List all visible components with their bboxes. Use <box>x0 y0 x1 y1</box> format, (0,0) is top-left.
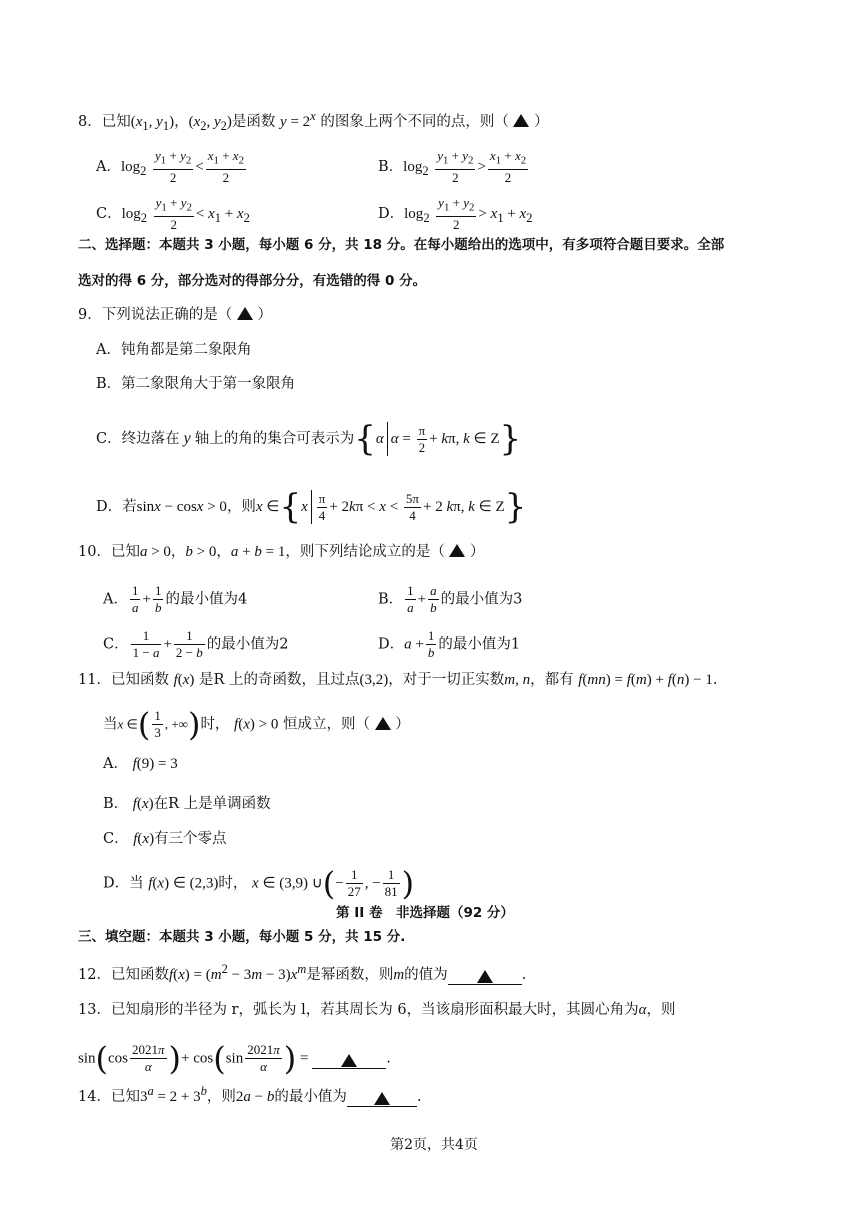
option-label: A． <box>103 756 128 772</box>
q11-option-b: B． f(x)在R 上是单调函数 <box>103 796 271 812</box>
question-11-stem: 11．已知函数 f(x) 是R 上的奇函数，且过点(3,2)，对于一切正实数m, n，都有 f(mn) = f(m) + f(n) − 1. <box>78 672 718 688</box>
q8-option-c: C．$\log_2$ $\frac{y_1 + y_2}{2}$ < $x_1 + x_2$ <box>96 195 250 232</box>
question-12: 12．已知函数$f(x) = (m^2 - 3m - 3)x^m$是幂函数，则m的值为 . <box>78 962 527 983</box>
option-label: D． <box>378 636 405 653</box>
q10-text-1: 10．已知 <box>78 544 140 560</box>
q9-d-text2: ，则 <box>226 499 256 515</box>
q9-option-d: D．若sinx − cosx > 0，则x ∈{x $\frac{\pi}{4}$ + 2kπ < x < $\frac{5\pi}{4}$ + 2 kπ, k ∈ Z} <box>96 487 527 527</box>
q8-point-2: ($x_2$, $y_2$) <box>188 114 232 133</box>
q11-text-6: 时， <box>200 716 230 733</box>
q13-end: . <box>386 1050 391 1067</box>
q9-text: 9．下列说法正确的是（ <box>78 307 233 323</box>
option-label: C． <box>96 205 122 222</box>
q11-text-4: ，都有 <box>530 672 574 688</box>
answer-triangle-icon <box>513 114 529 127</box>
q9-option-c: C．终边落在 y 轴上的角的集合可表示为{α α = $\frac{\pi}{2}$ + kπ, k ∈ Z} <box>96 419 522 459</box>
section-3-heading: 三、填空题：本题共 3 小题，每小题 5 分，共 15 分. <box>78 929 406 945</box>
q8-text-2: 是函数 <box>231 114 276 130</box>
question-13: 13．已知扇形的半径为 r，弧长为 l，若其周长为 6，当该扇形面积最大时，其圆心角为α，则 <box>78 1002 676 1018</box>
q10-d-tail: 的最小值为1 <box>438 636 521 653</box>
q11-text-5: 当 <box>103 716 118 733</box>
answer-triangle-icon <box>449 544 465 557</box>
q11-text-7: 恒成立，则（ <box>282 716 370 733</box>
question-8-stem: 8．已知($x_1$, $y_1$)，($x_2$, $y_2$)是函数 $y = 2^x$ 的图象上两个不同的点，则（ ） <box>78 109 549 133</box>
q9-c-text2: 轴上的角的集合可表示为 <box>194 431 355 447</box>
answer-blank[interactable] <box>448 968 522 985</box>
page-footer: 第2页，共4页 <box>390 1137 478 1153</box>
q11-close: ） <box>395 716 410 733</box>
answer-triangle-icon <box>341 1054 357 1067</box>
q8-close: ） <box>534 114 549 130</box>
q12-end: . <box>521 967 527 983</box>
answer-blank[interactable] <box>347 1090 417 1107</box>
q8-option-d: D．$\log_2$ $\frac{y_1 + y_2}{2}$ > $x_1 + x_2$ <box>378 195 533 232</box>
q10-option-d: D．a + $\frac{1}{b}$ 的最小值为1 <box>378 628 521 660</box>
q10-text-2: ，则下列结论成立的是（ <box>285 544 445 560</box>
q11-text-3: ，对于一切正实数 <box>388 672 505 688</box>
option-label: C． <box>103 636 129 653</box>
q10-option-c: C． $\frac{1}{1 - a}$ + $\frac{1}{2 - b}$ 的最小值为2 <box>103 628 289 660</box>
q11-text-1: 11．已知函数 <box>78 672 169 688</box>
q12-text-3: 的值为 <box>404 967 448 983</box>
option-label: A． <box>103 591 128 608</box>
q8-option-b: B．$\log_2$ $\frac{y_1 + y_2}{2}$ > $\frac{x_1 + x_2}{2}$ <box>378 148 527 185</box>
question-14: 14．已知$3^a = 2 + 3^b$，则2a − b的最小值为 . <box>78 1084 422 1105</box>
q10-c-tail: 的最小值为2 <box>206 636 289 653</box>
option-label: B． <box>103 796 129 812</box>
q9-option-a: A．钝角都是第二象限角 <box>96 342 252 358</box>
q8-option-a: A．$\log_2$ $\frac{y_1 + y_2}{2}$ < $\frac{x_1 + x_2}{2}$ <box>96 148 244 185</box>
q13-text: 13．已知扇形的半径为 r，弧长为 l，若其周长为 6，当该扇形面积最大时，其圆心角为 <box>78 1002 639 1018</box>
question-13-expression: sin(cos $\frac{2021\pi}{\alpha}$ )+ cos(sin $\frac{2021\pi}{\alpha}$ ) = . <box>78 1039 391 1078</box>
question-9-stem <box>78 305 272 325</box>
q11-option-c: C． f(x)有三个零点 <box>103 831 227 847</box>
q14-text-1: 14．已知 <box>78 1089 140 1105</box>
q10-a-tail: 的最小值为4 <box>165 591 248 608</box>
option-label: C． <box>103 831 129 847</box>
q13-text-end: ，则 <box>646 1002 676 1018</box>
q14-text-3: 的最小值为 <box>274 1089 347 1105</box>
q14-text-2: ，则 <box>206 1089 236 1105</box>
section-2-heading: 二、选择题：本题共 3 小题，每小题 6 分，共 18 分。在每小题给出的选项中，有多项符合题目要求。全部 <box>78 237 725 253</box>
option-label: B． <box>378 158 404 175</box>
q10-option-b: B． $\frac{1}{a}$ + $\frac{a}{b}$ 的最小值为3 <box>378 583 523 615</box>
q8-text-3: 的图象上两个不同的点，则（ <box>320 114 509 130</box>
q11-c-tail: 有三个零点 <box>154 831 227 847</box>
part-2-title: 第 II 卷 非选择题（92 分） <box>336 905 514 921</box>
option-label: D． <box>378 205 405 222</box>
q12-text-1: 12．已知函数 <box>78 967 169 983</box>
answer-triangle-icon <box>477 970 493 983</box>
option-label: B． <box>378 591 404 608</box>
q10-b-tail: 的最小值为3 <box>440 591 523 608</box>
section-2-heading-cont: 选对的得 6 分，部分选对的得部分分，有选错的得 0 分。 <box>78 273 427 289</box>
q11-d-mid: 时， <box>218 875 248 892</box>
q11-text-2: 是R 上的奇函数，且过点 <box>199 672 360 688</box>
q9-close: ） <box>257 307 272 323</box>
q11-b-tail: 在R 上是单调函数 <box>153 796 271 812</box>
option-label: A． <box>96 158 121 175</box>
q14-end: . <box>416 1089 422 1105</box>
q11-option-a: A． f(9) = 3 <box>103 756 178 772</box>
question-10-stem: 10．已知a > 0，b > 0，a + b = 1，则下列结论成立的是（ ） <box>78 544 485 560</box>
q9-option-b: B．第二象限角大于第一象限角 <box>96 376 296 392</box>
answer-triangle-icon <box>237 307 253 320</box>
q9-d-text: D．若 <box>96 499 137 515</box>
q8-function: $y = 2^x$ <box>280 109 316 130</box>
q8-point-1: ($x_1$, $y_1$) <box>130 114 175 133</box>
answer-triangle-icon <box>374 1092 390 1105</box>
answer-triangle-icon <box>375 717 391 730</box>
q10-close: ） <box>470 544 485 560</box>
q8-text-1: 8．已知 <box>78 114 131 130</box>
q12-text-2: 是幂函数，则 <box>306 967 394 983</box>
q10-option-a: A． $\frac{1}{a}$ + $\frac{1}{b}$ 的最小值为4 <box>103 583 248 615</box>
question-11-stem-line2: 当x ∈( $\frac{1}{3}$ , +∞)时， f(x) > 0 恒成立，则（ ） <box>103 705 410 744</box>
q11-option-d: D．当 f(x) ∈ (2,3)时， x ∈ (3,9) ∪(− $\frac{1}{27}$ , − $\frac{1}{81}$ ) <box>103 864 415 903</box>
q9-c-text: C．终边落在 <box>96 431 180 447</box>
option-label: D．当 <box>103 875 144 892</box>
answer-blank[interactable] <box>312 1052 386 1069</box>
